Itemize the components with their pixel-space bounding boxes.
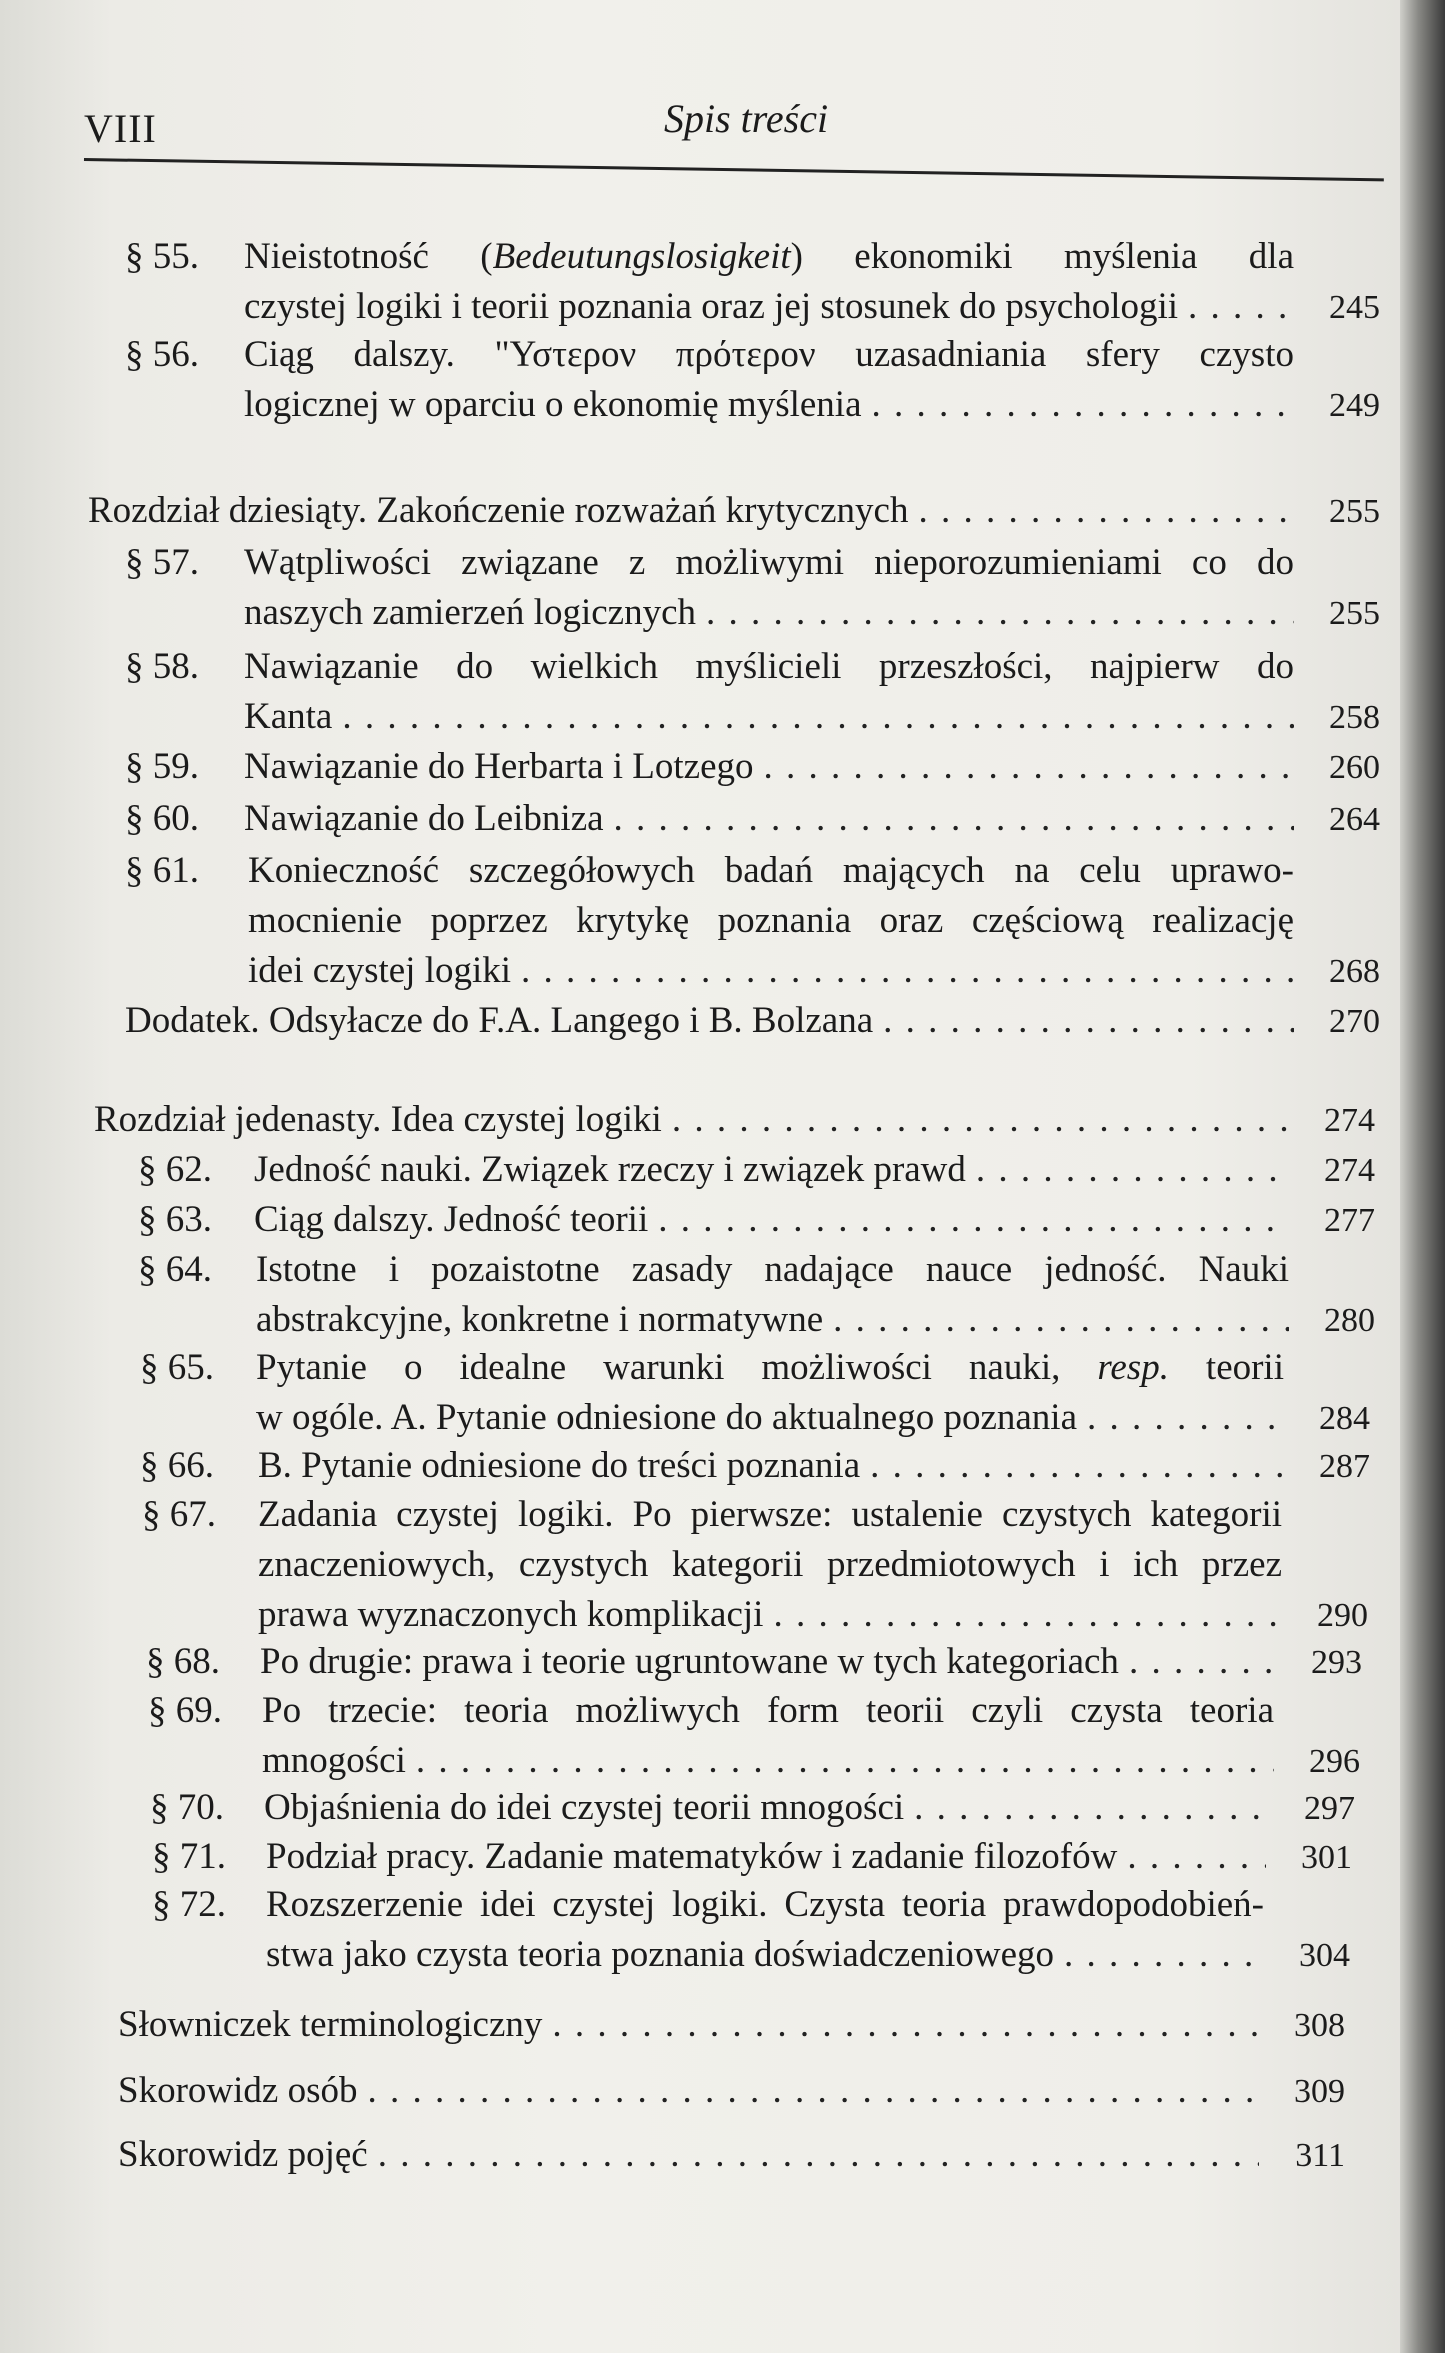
page-number: 264 <box>1329 801 1380 838</box>
section-title: Nawiązanie do wielkich myślicieli przeszłości, najpierw do <box>244 646 1294 687</box>
section-title: abstrakcyjne, konkretne i normatywne . . . <box>256 1295 1289 1345</box>
section-title-text: Nieistotność (Bedeutungslosigkeit) ekonomiki myślenia dla <box>244 236 1294 277</box>
section-title: B. Pytanie odniesione do treści poznania . . . <box>258 1441 1284 1491</box>
running-title: Spis treści <box>664 96 829 141</box>
toc-entry-line <box>146 1637 1362 1688</box>
page-number: 255 <box>1329 493 1380 530</box>
section-title: Ciąg dalszy. Jedność teorii . . . <box>254 1195 1289 1245</box>
section-number: § 72. <box>152 1884 226 1925</box>
page-number: 260 <box>1329 749 1380 786</box>
section-title: Objaśnienia do idei czystej teorii mnogości . . . <box>264 1783 1269 1833</box>
dot-leader <box>872 380 1294 430</box>
toc-entry-line <box>125 538 1380 588</box>
section-title: Dodatek. Odsyłacze do F.A. Langego i B. Bolzana . . . <box>125 996 1294 1046</box>
page-number: 274 <box>1324 1102 1375 1139</box>
dot-leader <box>764 742 1294 792</box>
chapter-title: Skorowidz osób . . . <box>118 2066 1259 2116</box>
page-header <box>84 95 1374 165</box>
page-number: 297 <box>1304 1790 1355 1827</box>
dot-leader <box>342 692 1294 742</box>
section-title: idei czystej logiki . . . <box>248 946 1294 996</box>
toc-entry-line <box>258 1540 1368 1590</box>
page-number: 255 <box>1329 595 1380 632</box>
dot-leader <box>672 1095 1289 1145</box>
toc-entry-line <box>125 642 1380 692</box>
toc-entry-line <box>118 2130 1345 2181</box>
toc-entry-line <box>125 330 1380 380</box>
dot-leader <box>521 946 1294 996</box>
toc-entry-line <box>125 996 1380 1047</box>
toc-entry-line <box>125 794 1380 845</box>
dot-leader <box>1127 1832 1266 1882</box>
section-number: § 64. <box>138 1249 212 1290</box>
toc-entry-line <box>256 1295 1375 1346</box>
section-number: § 71. <box>152 1836 226 1877</box>
chapter-title: Słowniczek terminologiczny . . . <box>118 2000 1259 2050</box>
dot-leader <box>883 996 1294 1046</box>
toc-entry-line <box>256 1393 1370 1444</box>
section-title: naszych zamierzeń logicznych . . . <box>244 588 1294 638</box>
toc-entry-line <box>248 946 1380 997</box>
page-number: 270 <box>1329 1003 1380 1040</box>
section-title: Wątpliwości związane z możliwymi nieporozumieniami co do <box>244 542 1294 583</box>
section-title: Jedność nauki. Związek rzeczy i związek prawd . . . <box>254 1145 1289 1195</box>
toc-entry-line <box>138 1245 1375 1295</box>
section-title: znaczeniowych, czystych kategorii przedmiotowych i ich przez <box>258 1544 1282 1585</box>
section-title: Ciąg dalszy. "Υστερον πρότερον uzasadniania sfery czysto <box>244 334 1294 375</box>
dot-leader <box>658 1195 1289 1245</box>
toc-entry-line <box>148 1686 1360 1736</box>
dot-leader <box>773 1590 1282 1640</box>
page-number: 274 <box>1324 1152 1375 1189</box>
toc-entry-line <box>258 1590 1368 1641</box>
page-number: 304 <box>1299 1937 1350 1974</box>
dot-leader <box>976 1145 1289 1195</box>
page-number: 277 <box>1324 1202 1375 1239</box>
section-number: § 69. <box>148 1690 222 1731</box>
chapter-title: Rozdział dziesiąty. Zakończenie rozważań krytycznych . . . <box>88 486 1294 536</box>
dot-leader <box>870 1441 1284 1491</box>
section-number: § 63. <box>138 1199 212 1240</box>
dot-leader <box>706 588 1294 638</box>
page-number: 284 <box>1319 1400 1370 1437</box>
page-number: 309 <box>1294 2073 1345 2110</box>
section-number: § 65. <box>140 1347 214 1388</box>
toc-entry-line <box>152 1880 1350 1930</box>
section-title: w ogóle. A. Pytanie odniesione do aktualnego poznania . . . <box>256 1393 1284 1443</box>
page-number: 296 <box>1309 1743 1360 1780</box>
section-number: § 58. <box>125 646 199 687</box>
toc-entry-line <box>125 846 1380 896</box>
section-title <box>244 232 1294 282</box>
chapter-title: Skorowidz pojęć . . . <box>118 2130 1259 2180</box>
toc-entry-line <box>94 1095 1375 1146</box>
dot-leader <box>367 2066 1259 2116</box>
section-number: § 67. <box>142 1494 216 1535</box>
dot-leader <box>416 1736 1274 1786</box>
toc-entry-line <box>248 896 1380 946</box>
toc-entry-line <box>138 1195 1375 1246</box>
section-number: § 55. <box>125 236 199 277</box>
toc-entry-line <box>118 2000 1345 2051</box>
section-title: Rozszerzenie idei czystej logiki. Czysta teoria prawdopodobień- <box>266 1884 1264 1925</box>
dot-leader <box>1188 282 1294 332</box>
toc-entry-line <box>140 1441 1370 1492</box>
toc-entry-line <box>244 380 1380 431</box>
page-edge-shadow <box>1400 0 1445 2353</box>
toc-entry-line <box>266 1930 1350 1981</box>
section-number: § 59. <box>125 746 199 787</box>
toc-entry-line <box>125 232 1380 282</box>
section-title: prawa wyznaczonych komplikacji . . . <box>258 1590 1282 1640</box>
toc-entry-line <box>125 742 1380 793</box>
toc-entry-line <box>118 2066 1345 2117</box>
dot-leader <box>378 2130 1259 2180</box>
dot-leader <box>833 1295 1289 1345</box>
page-number: 268 <box>1329 953 1380 990</box>
section-title: mocnienie poprzez krytykę poznania oraz częściową realizację <box>248 900 1294 941</box>
section-number: § 70. <box>150 1787 224 1828</box>
page-number: 280 <box>1324 1302 1375 1339</box>
page-folio: VIII <box>84 106 157 151</box>
toc-entry-line <box>152 1832 1352 1883</box>
dot-leader <box>1129 1637 1276 1687</box>
dot-leader <box>914 1783 1269 1833</box>
section-title: Nawiązanie do Leibniza . . . <box>244 794 1294 844</box>
page-number: 301 <box>1301 1839 1352 1876</box>
section-title-text: Pytanie o idealne warunki możliwości nauki, resp. teorii <box>256 1347 1284 1388</box>
section-number: § 60. <box>125 798 199 839</box>
section-title: Nawiązanie do Herbarta i Lotzego . . . <box>244 742 1294 792</box>
page-number: 290 <box>1317 1597 1368 1634</box>
section-title <box>256 1343 1284 1393</box>
page-number: 287 <box>1319 1448 1370 1485</box>
page-number: 311 <box>1295 2137 1345 2174</box>
section-number: § 66. <box>140 1445 214 1486</box>
section-title: Istotne i pozaistotne zasady nadające nauce jedność. Nauki <box>256 1249 1289 1290</box>
section-title: Kanta . . . <box>244 692 1294 742</box>
toc-entry-line <box>244 282 1380 333</box>
section-number: § 57. <box>125 542 199 583</box>
toc-entry-line <box>150 1783 1355 1834</box>
section-title: Po trzecie: teoria możliwych form teorii czyli czysta teoria <box>262 1690 1274 1731</box>
page-number: 293 <box>1311 1644 1362 1681</box>
section-number: § 62. <box>138 1149 212 1190</box>
toc-entry-line <box>142 1490 1368 1540</box>
toc-entry-line <box>244 588 1380 639</box>
toc-entry-line <box>244 692 1380 743</box>
page-number: 258 <box>1329 699 1380 736</box>
dot-leader <box>1087 1393 1284 1443</box>
dot-leader <box>614 794 1294 844</box>
section-title: mnogości . . . <box>262 1736 1274 1786</box>
page-number: 308 <box>1294 2007 1345 2044</box>
section-number: § 56. <box>125 334 199 375</box>
section-number: § 68. <box>146 1641 220 1682</box>
section-title: Zadania czystej logiki. Po pierwsze: ustalenie czystych kategorii <box>258 1494 1282 1535</box>
section-title: czystej logiki i teorii poznania oraz jej stosunek do psychologii . . . <box>244 282 1294 332</box>
toc-entry-line <box>262 1736 1360 1787</box>
dot-leader <box>552 2000 1259 2050</box>
page-number: 249 <box>1329 387 1380 424</box>
section-title: logicznej w oparciu o ekonomię myślenia . . . <box>244 380 1294 430</box>
section-number: § 61. <box>125 850 199 891</box>
toc-entry-line <box>138 1145 1375 1196</box>
section-title: Po drugie: prawa i teorie ugruntowane w tych kategoriach . . . <box>260 1637 1276 1687</box>
dot-leader <box>1064 1930 1264 1980</box>
dot-leader <box>918 486 1294 536</box>
page-number: 245 <box>1329 289 1380 326</box>
section-title: Podział pracy. Zadanie matematyków i zadanie filozofów . . . <box>266 1832 1266 1882</box>
section-title: Konieczność szczegółowych badań mających na celu uprawo- <box>248 850 1294 891</box>
chapter-title: Rozdział jedenasty. Idea czystej logiki . . . <box>94 1095 1289 1145</box>
toc-entry-line <box>140 1343 1370 1393</box>
toc-entry-line <box>88 486 1380 537</box>
section-title: stwa jako czysta teoria poznania doświadczeniowego . . . <box>266 1930 1264 1980</box>
